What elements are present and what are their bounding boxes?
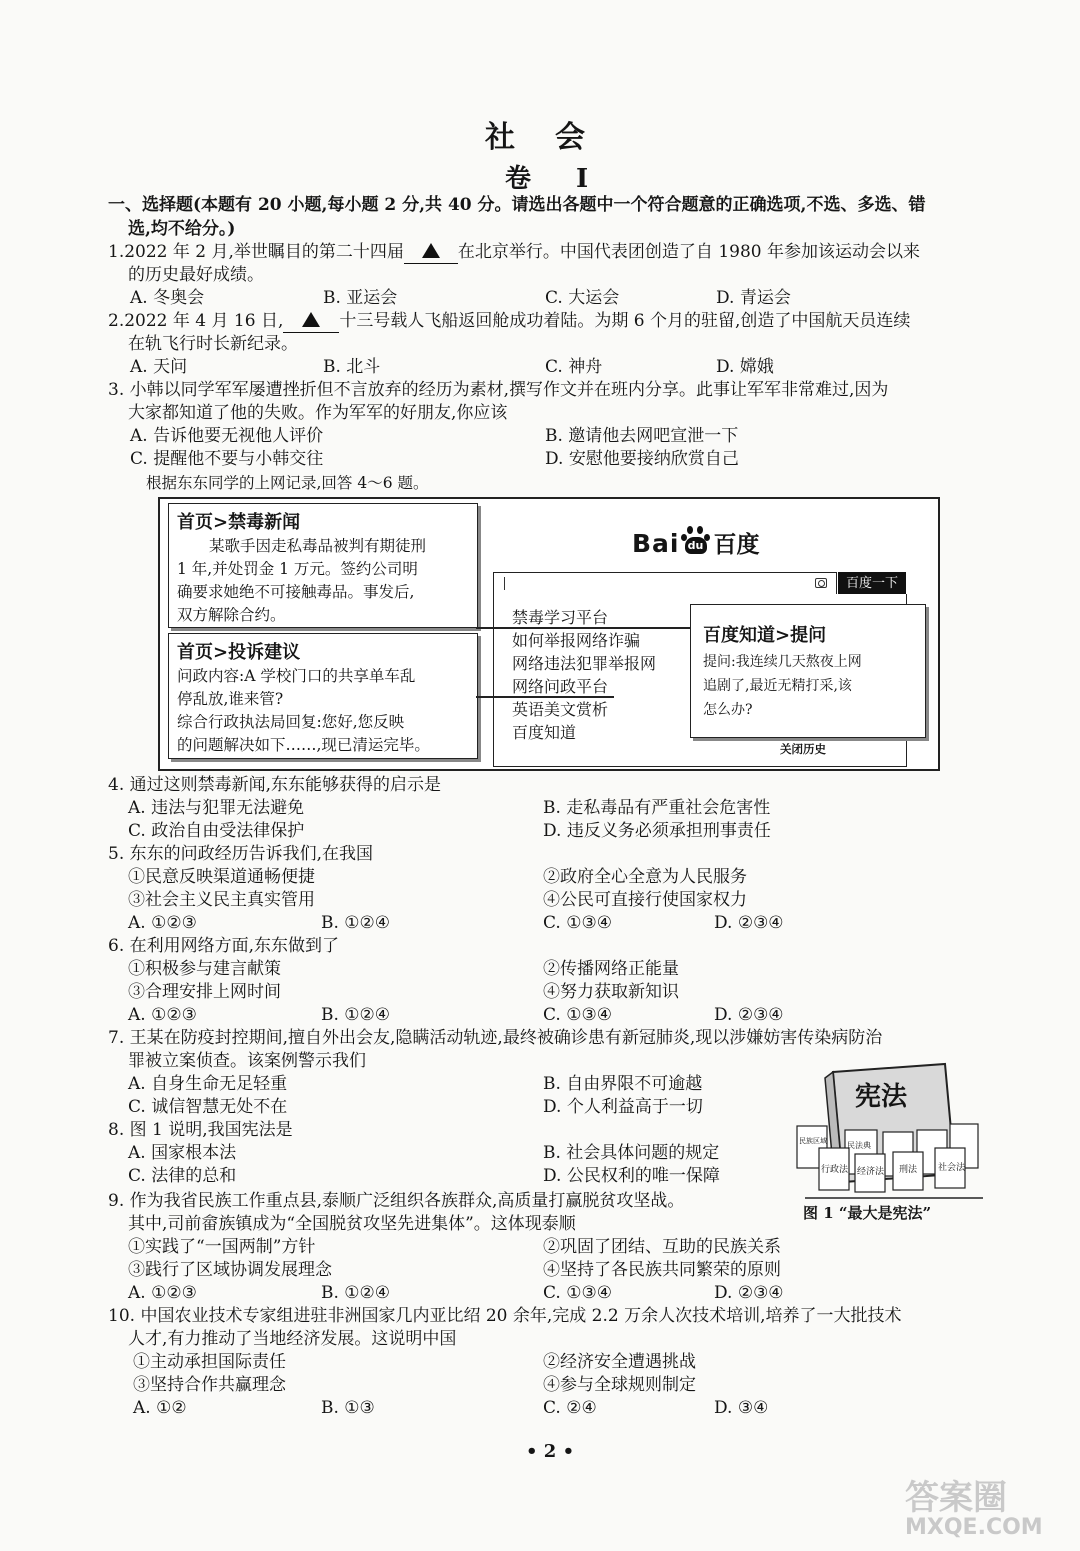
section-header: 一、选择题(本题有 20 小题,每小题 2 分,共 40 分。请选出各题中一个符合题意的正确选项,不选、多选、错 <box>108 195 926 215</box>
q9-option-d: D. ②③④ <box>714 1283 784 1303</box>
q5-option-a: A. ①②③ <box>128 913 197 933</box>
q9-stem-cont: 其中,司前畲族镇成为“全国脱贫攻坚先进集体”。这体现泰顺 <box>128 1214 576 1234</box>
zhidao-line-3: 怎么办? <box>703 702 753 718</box>
complaint-line-4: 的问题解决如下……,现已清运完毕。 <box>177 736 430 754</box>
complaint-line-1: 问政内容:A 学校门口的共享单车乱 <box>177 667 416 685</box>
search-input[interactable] <box>493 572 837 596</box>
q2-option-a: A. 天问 <box>130 357 188 377</box>
logo-du: du <box>685 537 707 554</box>
complaint-line-3: 综合行政执法局回复:您好,您反映 <box>177 713 405 731</box>
camera-icon[interactable] <box>815 578 827 588</box>
news-line-1: 某歌手因走私毒品被判有期徒刑 <box>209 537 427 555</box>
text-cursor <box>504 577 505 590</box>
q7-stem: 7. 王某在防疫封控期间,擅自外出会友,隐瞒活动轨迹,最终被确诊患有新冠肺炎,现以涉嫌妨害传染病防治 <box>108 1028 883 1048</box>
q9-option-c: C. ①③④ <box>543 1283 612 1303</box>
figure-caption: 图 1 “最大是宪法” <box>803 1204 932 1222</box>
q2-stem <box>108 310 910 333</box>
intro-4-6: 根据东东同学的上网记录,回答 4～6 题。 <box>146 474 429 492</box>
q8-option-a: A. 国家根本法 <box>128 1143 237 1163</box>
logo-bai: Bai <box>632 529 680 558</box>
q3-stem-cont: 大家都知道了他的失败。作为军军的好朋友,你应该 <box>128 403 508 423</box>
history-item[interactable]: 百度知道 <box>512 723 577 742</box>
q9-option-b: B. ①②④ <box>321 1283 391 1303</box>
q2-stem-pre: 2.2022 年 4 月 16 日, <box>108 311 284 331</box>
q3-stem: 3. 小韩以同学军军屡遭挫折但不言放弃的经历为素材,撰写作文并在班内分享。此事让军军非常难过,因为 <box>108 380 889 400</box>
q3-option-b: B. 邀请他去网吧宣泄一下 <box>545 426 739 446</box>
q1-stem-cont: 的历史最好成绩。 <box>128 265 264 285</box>
q10-option-d: D. ③④ <box>714 1398 769 1418</box>
q8-option-b: B. 社会具体问题的规定 <box>543 1143 720 1163</box>
q7-option-a: A. 自身生命无足轻重 <box>128 1074 288 1094</box>
q7-option-b: B. 自由界限不可逾越 <box>543 1074 703 1094</box>
page-number: • 2 • <box>526 1441 575 1462</box>
q10-item-4: ④参与全球规则制定 <box>543 1375 696 1395</box>
q10-option-b: B. ①③ <box>321 1398 375 1418</box>
connector-line <box>476 696 614 698</box>
q6-stem: 6. 在利用网络方面,东东做到了 <box>108 936 340 956</box>
q2-option-d: D. 嫦娥 <box>716 357 774 377</box>
zhidao-line-1: 提问:我连续几天熬夜上网 <box>703 654 862 670</box>
q5-item-1: ①民意反映渠道通畅便捷 <box>128 867 315 887</box>
complaint-line-2: 停乱放,谁来管? <box>177 690 284 708</box>
triangle-icon <box>422 243 440 258</box>
zhidao-question-card <box>690 604 926 738</box>
history-item[interactable]: 如何举报网络诈骗 <box>512 631 641 650</box>
q7-option-d: D. 个人利益高于一切 <box>543 1097 703 1117</box>
q2-option-c: C. 神舟 <box>545 357 603 377</box>
q5-option-d: D. ②③④ <box>714 913 784 933</box>
q3-option-d: D. 安慰他要接纳欣赏自己 <box>545 449 739 469</box>
news-card-title: 首页>禁毒新闻 <box>177 512 301 533</box>
q5-option-b: B. ①②④ <box>321 913 391 933</box>
news-line-2: 1 年,并处罚金 1 万元。签约公司明 <box>177 560 418 578</box>
answer-blank <box>283 310 339 333</box>
q1-stem-pre: 1.2022 年 2 月,举世瞩目的第二十四届 <box>108 242 404 262</box>
q6-option-d: D. ②③④ <box>714 1005 784 1025</box>
q1-stem-post: 在北京举行。中国代表团创造了自 1980 年参加该运动会以来 <box>457 242 920 262</box>
close-history-button[interactable]: 关闭历史 <box>780 742 826 756</box>
q9-item-4: ④坚持了各民族共同繁荣的原则 <box>543 1260 781 1280</box>
q1-stem <box>108 241 920 264</box>
q10-option-a: A. ①② <box>133 1398 187 1418</box>
q5-item-4: ④公民可直接行使国家权力 <box>543 890 747 910</box>
figure-book-label: 社会法 <box>938 1163 966 1173</box>
q5-item-3: ③社会主义民主真实管用 <box>128 890 315 910</box>
history-item[interactable]: 禁毒学习平台 <box>512 608 609 627</box>
news-line-4: 双方解除合约。 <box>177 606 286 624</box>
q6-item-1: ①积极参与建言献策 <box>128 959 281 979</box>
q10-item-3: ③坚持合作共赢理念 <box>133 1375 286 1395</box>
q9-stem: 9. 作为我省民族工作重点县,泰顺广泛组织各族群众,高质量打赢脱贫攻坚战。 <box>108 1191 685 1211</box>
q3-option-a: A. 告诉他要无视他人评价 <box>130 426 324 446</box>
baidu-logo <box>632 526 760 560</box>
q5-item-2: ②政府全心全意为人民服务 <box>543 867 747 887</box>
q1-option-b: B. 亚运会 <box>323 288 398 308</box>
q6-item-3: ③合理安排上网时间 <box>128 982 281 1002</box>
q1-option-c: C. 大运会 <box>545 288 620 308</box>
triangle-icon <box>302 312 320 327</box>
q6-item-4: ④努力获取新知识 <box>543 982 679 1002</box>
complaint-card-title: 首页>投诉建议 <box>177 642 301 663</box>
q8-option-d: D. 公民权利的唯一保障 <box>543 1166 720 1186</box>
history-item[interactable]: 网络问政平台 <box>512 677 609 696</box>
figure-book-label: 民法典 <box>847 1141 871 1150</box>
baidu-search-button[interactable]: 百度一下 <box>838 572 906 596</box>
q2-stem-post: 十三号载人飞船返回舱成功着陆。为期 6 个月的驻留,创造了中国航天员连续 <box>339 311 911 331</box>
q6-option-a: A. ①②③ <box>128 1005 197 1025</box>
figure-book-label: 经济法 <box>857 1167 885 1177</box>
q10-stem-cont: 人才,有力推动了当地经济发展。这说明中国 <box>128 1329 457 1349</box>
q9-item-3: ③践行了区域协调发展理念 <box>128 1260 332 1280</box>
q10-stem: 10. 中国农业技术专家组进驻非洲国家几内亚比绍 20 余年,完成 2.2 万余人次技术培训,培养了一大批技术 <box>108 1306 902 1326</box>
watermark-logo: 答案圈 <box>905 1478 1007 1518</box>
q10-item-1: ①主动承担国际责任 <box>133 1352 286 1372</box>
history-item[interactable]: 英语美文赏析 <box>512 700 609 719</box>
q5-stem: 5. 东东的问政经历告诉我们,在我国 <box>108 844 374 864</box>
connector-line <box>476 627 690 629</box>
q6-option-c: C. ①③④ <box>543 1005 612 1025</box>
zhidao-title: 百度知道>提问 <box>703 625 827 646</box>
q5-option-c: C. ①③④ <box>543 913 612 933</box>
q9-item-2: ②巩固了团结、互助的民族关系 <box>543 1237 781 1257</box>
history-item[interactable]: 网络违法犯罪举报网 <box>512 654 657 673</box>
complaint-card <box>168 633 478 759</box>
q2-option-b: B. 北斗 <box>323 357 381 377</box>
answer-blank <box>404 241 458 264</box>
news-line-3: 确要求她绝不可接触毒品。事发后, <box>177 583 415 601</box>
q4-stem: 4. 通过这则禁毒新闻,东东能够获得的启示是 <box>108 775 442 795</box>
q1-option-d: D. 青运会 <box>716 288 791 308</box>
q7-option-c: C. 诚信智慧无处不在 <box>128 1097 288 1117</box>
logo-cn: 百度 <box>713 532 760 558</box>
q6-option-b: B. ①②④ <box>321 1005 391 1025</box>
q8-stem: 8. 图 1 说明,我国宪法是 <box>108 1120 293 1140</box>
figure-book-label: 民族区域 <box>799 1137 827 1145</box>
q3-option-c: C. 提醒他不要与小韩交往 <box>130 449 324 469</box>
q10-option-c: C. ②④ <box>543 1398 597 1418</box>
paw-icon <box>680 526 714 556</box>
figure-constitution <box>795 1056 985 1206</box>
q1-option-a: A. 冬奥会 <box>130 288 205 308</box>
section-header-cont: 选,均不给分。) <box>128 219 236 239</box>
figure-big-book-title: 宪法 <box>855 1082 908 1112</box>
news-card <box>168 503 478 628</box>
q4-option-b: B. 走私毒品有严重社会危害性 <box>543 798 771 818</box>
q4-option-c: C. 政治自由受法律保护 <box>128 821 305 841</box>
q8-option-c: C. 法律的总和 <box>128 1166 237 1186</box>
q9-option-a: A. ①②③ <box>128 1283 197 1303</box>
q7-stem-cont: 罪被立案侦查。该案例警示我们 <box>128 1051 366 1071</box>
q4-option-a: A. 违法与犯罪无法避免 <box>128 798 305 818</box>
q2-stem-cont: 在轨飞行时长新纪录。 <box>128 334 298 354</box>
watermark-url: MXQE.COM <box>905 1515 1043 1540</box>
figure-book-label: 行政法 <box>821 1165 849 1175</box>
q4-option-d: D. 违反义务必须承担刑事责任 <box>543 821 771 841</box>
zhidao-line-2: 追剧了,最近无精打采,该 <box>703 678 852 694</box>
figure-book-label: 刑法 <box>899 1165 918 1175</box>
q10-item-2: ②经济安全遭遇挑战 <box>543 1352 696 1372</box>
page-title: 社会 <box>485 120 625 155</box>
q9-item-1: ①实践了“一国两制”方针 <box>128 1237 316 1257</box>
q6-item-2: ②传播网络正能量 <box>543 959 679 979</box>
paper-subtitle: 卷 Ⅰ <box>505 164 607 194</box>
